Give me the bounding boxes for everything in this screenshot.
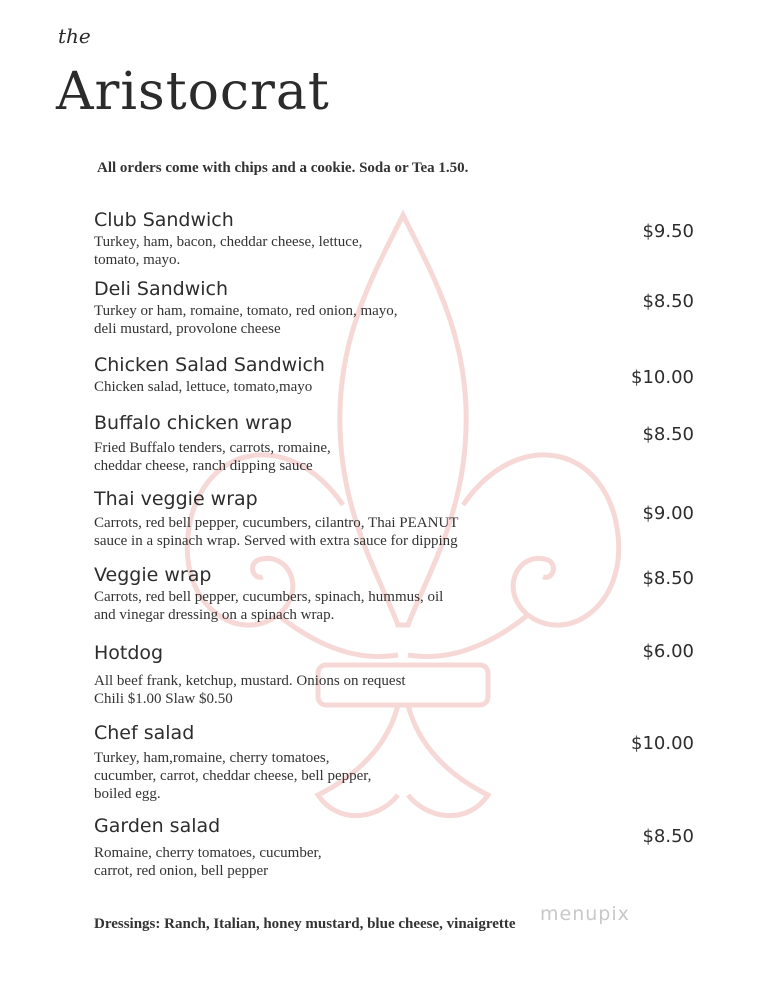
item-name: Hotdog <box>94 642 164 664</box>
item-name: Chef salad <box>94 722 195 744</box>
item-name: Deli Sandwich <box>94 278 229 300</box>
item-price: $9.00 <box>642 503 694 524</box>
menu-item <box>94 721 734 803</box>
item-description: Fried Buffalo tenders, carrots, romaine, cheddar cheese, ranch dipping sauce <box>94 440 331 474</box>
logo-prefix: the <box>58 24 91 48</box>
item-description: Carrots, red bell pepper, cucumbers, spinach, hummus, oil and vinegar dressing on a spinach wrap. <box>94 589 444 623</box>
menu-item <box>94 814 734 880</box>
item-price: $9.50 <box>642 221 694 242</box>
item-price: $8.50 <box>642 424 694 445</box>
item-description: Chicken salad, lettuce, tomato,mayo <box>94 379 313 395</box>
item-description: Romaine, cherry tomatoes, cucumber, carrot, red onion, bell pepper <box>94 845 322 879</box>
item-price: $10.00 <box>631 733 694 754</box>
menu-item <box>94 487 734 550</box>
item-description: Carrots, red bell pepper, cucumbers, cilantro, Thai PEANUT sauce in a spinach wrap. Served with extra sauce for dipping <box>94 515 459 549</box>
item-price: $6.00 <box>642 641 694 662</box>
item-name: Club Sandwich <box>94 209 234 231</box>
menu-item <box>94 353 734 396</box>
item-name: Chicken Salad Sandwich <box>94 354 325 376</box>
item-description: Turkey, ham, bacon, cheddar cheese, lettuce, tomato, mayo. <box>94 234 363 268</box>
item-price: $8.50 <box>642 291 694 312</box>
menu-item <box>94 641 734 708</box>
item-name: Veggie wrap <box>94 564 212 586</box>
item-price: $8.50 <box>642 826 694 847</box>
item-name: Buffalo chicken wrap <box>94 412 293 434</box>
item-name: Garden salad <box>94 815 221 837</box>
intro-note: All orders come with chips and a cookie. Soda or Tea 1.50. <box>97 160 469 176</box>
menu-item <box>94 411 734 475</box>
menupix-watermark: menupix <box>540 903 630 925</box>
item-description: Turkey, ham,romaine, cherry tomatoes, cucumber, carrot, cheddar cheese, bell pepper, boiled egg. <box>94 750 372 802</box>
menu-item <box>94 277 734 338</box>
item-price: $10.00 <box>631 367 694 388</box>
item-name: Thai veggie wrap <box>94 488 258 510</box>
item-price: $8.50 <box>642 568 694 589</box>
logo-name: Aristocrat <box>56 62 330 122</box>
item-description: Turkey or ham, romaine, tomato, red onion, mayo, deli mustard, provolone cheese <box>94 303 398 337</box>
item-description: All beef frank, ketchup, mustard. Onions on request Chili $1.00 Slaw $0.50 <box>94 673 406 707</box>
dressings-note: Dressings: Ranch, Italian, honey mustard, blue cheese, vinaigrette <box>94 916 516 932</box>
menu-item <box>94 563 734 624</box>
menu-item <box>94 208 734 269</box>
